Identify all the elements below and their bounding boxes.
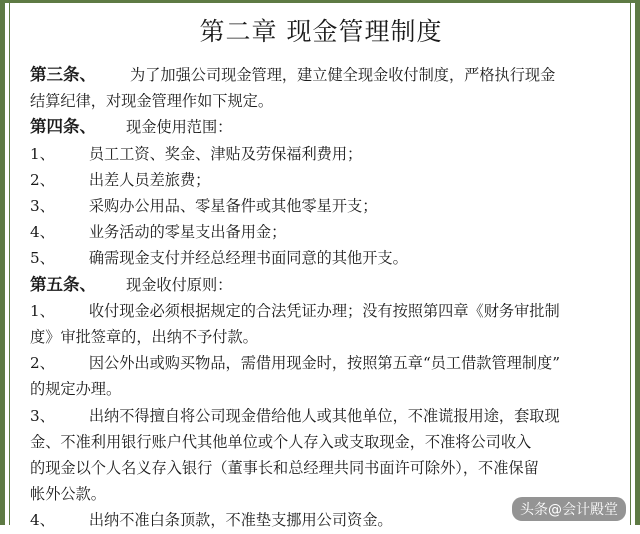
article-5-heading: 现金收付原则： [126,275,233,294]
item-text: 度》审批签章的，出纳不予付款。 [30,328,258,347]
principle-3-line-3 [30,455,612,481]
item-text: 出纳不准白条顶款，不准垫支挪用公司资金。 [88,511,393,530]
principle-3-line-1 [30,403,612,429]
article-5-heading-line [30,272,612,298]
principle-1-line-2 [30,324,612,350]
item-text: 出纳不得擅自将公司现金借给他人或其他单位，不准谎报用途，套取现 [88,406,560,425]
item-text: 收付现金必须根据规定的合法凭证办理；没有按照第四章《财务审批制 [88,301,560,320]
principle-3-line-2 [30,429,612,455]
list-item [30,167,612,193]
chapter-title: 第二章 现金管理制度 [199,17,443,46]
item-number: 3、 [30,197,55,216]
list-item [30,193,612,219]
item-number: 3、 [30,406,55,425]
principle-2-line-1 [30,350,612,376]
article-4-heading: 现金使用范围： [126,118,233,137]
item-text: 金、不准利用银行账户代其他单位或个人存入或支取现金，不准将公司收入 [30,432,532,451]
item-text: 帐外公款。 [30,485,106,504]
item-number: 4、 [30,223,55,242]
principle-1-line-1 [30,298,612,324]
border-inner-right [630,0,631,525]
article-5-label: 第五条、 [30,274,96,294]
item-text: 出差人员差旅费； [88,170,211,189]
item-number: 2、 [30,354,55,373]
article-3-line-2 [30,88,612,114]
border-inner-left [9,0,10,525]
article-4-heading-line [30,114,612,140]
article-3-line-1 [30,62,612,88]
item-text: 的规定办理。 [30,380,122,399]
article-3-text-1: 为了加强公司现金管理，建立健全现金收付制度，严格执行现金 [130,66,556,84]
item-text: 因公外出或购买物品，需借用现金时，按照第五章“员工借款管理制度” [88,354,561,373]
document-body [30,12,612,534]
item-text: 员工工资、奖金、津贴及劳保福利费用； [88,144,363,163]
watermark-badge: 头条@会计殿堂 [512,497,626,521]
list-item [30,245,612,271]
item-text: 的现金以个人名义存入银行（董事长和总经理共同书面许可除外），不准保留 [30,459,539,478]
article-4-label: 第四条、 [30,117,96,137]
item-number: 1、 [30,144,55,163]
list-item [30,219,612,245]
item-number: 2、 [30,170,55,189]
item-number: 5、 [30,249,55,268]
item-number: 1、 [30,301,55,320]
list-item [30,141,612,167]
item-text: 确需现金支付并经总经理书面同意的其他开支。 [88,249,408,268]
article-3-text-2: 结算纪律，对现金管理作如下规定。 [30,92,273,111]
article-3-label: 第三条、 [30,65,96,84]
item-number: 4、 [30,511,55,530]
item-text: 业务活动的零星支出备用金； [88,223,287,242]
item-text: 采购办公用品、零星备件或其他零星开支； [88,197,378,216]
principle-2-line-2 [30,376,612,402]
